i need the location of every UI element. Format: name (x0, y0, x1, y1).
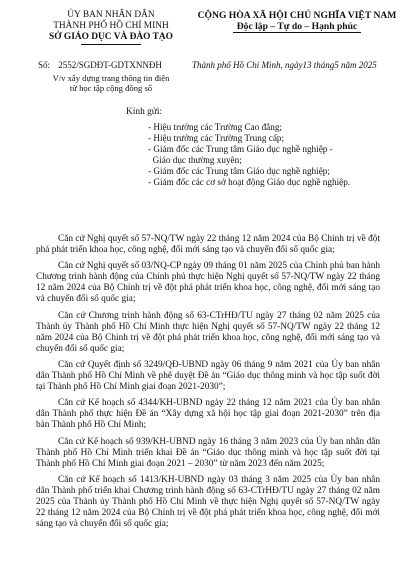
body-paragraph: Căn cứ Chương trình hành động số 63-CTrHĐ/TU ngày 27 tháng 02 năm 2025 của Thành ủy Thành phố Hồ Chí Minh thực hiện Nghị quyết số 57-NQ/TW ngày 22 tháng 12 năm 2024 của Bộ Chính trị về đột phá phát triển khoa học, công nghệ, đổi mới sáng tạo và chuyển đổi số quốc gia; (36, 310, 380, 354)
body-paragraph: Căn cứ Kế hoạch số 1413/KH-UBND ngày 03 tháng 3 năm 2025 của Ủy ban nhân dân Thành phố triển khai Chương trình hành động số 63-CTrHĐ/TU ngày 27 tháng 02 năm 2025 của Thành ủy Thành phố Hồ Chí Minh về thực hiện Nghị quyết số 57-NQ/TW ngày 22 tháng 12 năm 2024 của Bộ Chính trị về đột phá phát triển khoa học, công nghệ, đổi mới sáng tạo và chuyển đổi số quốc gia; (36, 474, 380, 530)
document-body (36, 234, 380, 535)
body-paragraph: Căn cứ Nghị quyết số 57-NQ/TW ngày 22 tháng 12 năm 2024 của Bộ Chính trị về đột phá phát triển khoa học, công nghệ, đổi mới sáng tạo và chuyển đổi số quốc gia; (36, 234, 380, 256)
agency-underline (81, 44, 141, 45)
recipient-list (148, 122, 400, 187)
number-prefix: Số: (38, 60, 51, 70)
number-code: /SGDĐT-GDTXNNĐH (76, 60, 162, 70)
body-paragraph: Căn cứ Kế hoạch số 939/KH-UBND ngày 16 tháng 3 năm 2023 của Ủy ban nhân dân Thành phố Hồ Chí Minh triển khai Đề án “Giáo dục thông minh và học tập suốt đời tại Thành phố Hồ Chí Minh giai đoạn 2021 – 2030” từ năm 2023 đến năm 2025; (36, 436, 380, 469)
motto-underline (233, 32, 361, 33)
country-name: CỘNG HÒA XÃ HỘI CHỦ NGHĨA VIỆT NAM (197, 10, 397, 21)
recipient-item: - Giám đốc các cơ sở hoạt động Giáo dục nghề nghiệp. (148, 176, 351, 187)
document-number (38, 60, 162, 71)
agency-line-3: SỞ GIÁO DỤC VÀ ĐÀO TẠO (49, 32, 173, 42)
national-motto: Độc lập – Tự do – Hạnh phúc (236, 21, 358, 32)
issuing-agency-header (36, 10, 186, 45)
salutation: Kính gửi: (126, 107, 163, 117)
number-value: 2552 (58, 60, 77, 70)
subject-line-1: V/v xây dựng trang thông tin điện (52, 73, 170, 83)
subject-line-2: tử học tập cộng đồng số (69, 83, 153, 93)
recipient-item: - Giám đốc các Trung tâm Giáo dục nghề nghiệp; (148, 165, 330, 176)
body-paragraph: Căn cứ Nghị quyết số 03/NQ-CP ngày 09 tháng 01 năm 2025 của Chính phủ ban hành Chương trình hành động của Chính phủ thực hiện Nghị quyết số 57-NQ/TW ngày 22 tháng 12 năm 2024 của Bộ Chính trị về đột phá phát triển khoa học, công nghệ, đổi mới sáng tạo và chuyển đổi số quốc gia; (36, 261, 380, 305)
recipient-item: - Hiệu trưởng các Trường Cao đẳng; (148, 122, 282, 132)
document-subject (36, 73, 186, 93)
agency-line-2: THÀNH PHỐ HỒ CHÍ MINH (53, 21, 169, 31)
national-motto-header (194, 10, 400, 33)
body-paragraph: Căn cứ Kế hoạch số 4344/KH-UBND ngày 22 tháng 12 năm 2021 của Ủy ban nhân dân Thành phố thực hiện Đề án “Xây dựng xã hội học tập giai đoạn 2021-2030” trên địa bàn Thành phố Hồ Chí Minh; (36, 398, 380, 431)
place-and-date: Thành phố Hồ Chí Minh, ngày13 tháng5 năm 2025 (192, 60, 377, 70)
body-paragraph: Căn cứ Quyết định số 3249/QĐ-UBND ngày 06 tháng 9 năm 2021 của Ủy ban nhân dân Thành phố Hồ Chí Minh về phê duyệt Đề án “Giáo dục thông minh và học tập suốt đời tại Thành phố Hồ Chí Minh giai đoạn 2021-2030”; (36, 359, 380, 393)
recipient-item: Giáo dục thường xuyên; (148, 154, 242, 165)
agency-line-1: ỦY BAN NHÂN DÂN (67, 10, 155, 20)
recipient-item: - Giám đốc các Trung tâm Giáo dục nghề nghiệp - (148, 143, 333, 154)
recipient-item: - Hiệu trưởng các Trường Trung cấp; (148, 132, 285, 143)
